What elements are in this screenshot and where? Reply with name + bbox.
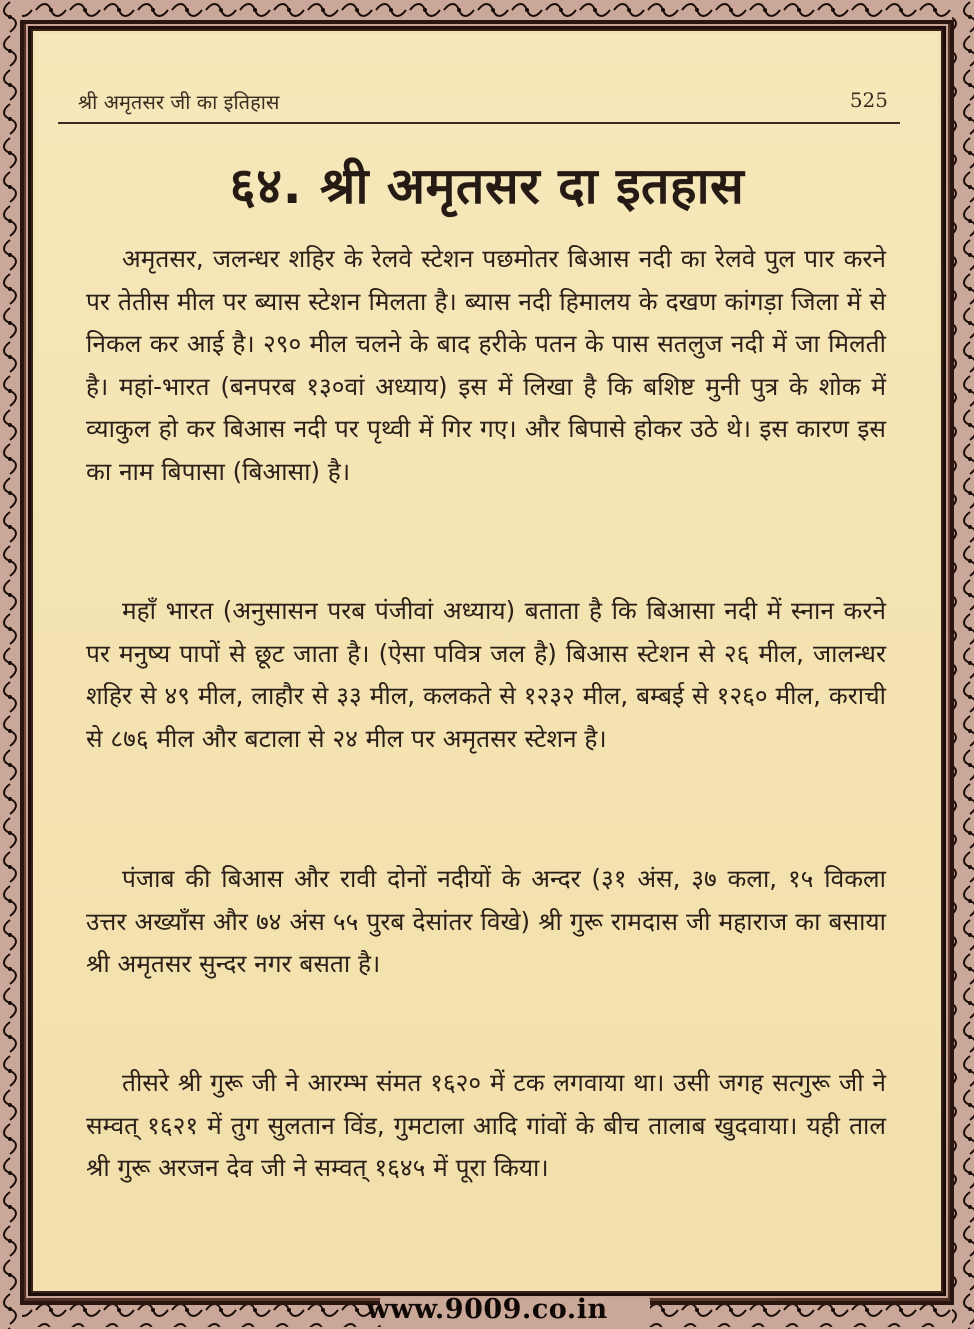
paragraph-1: अमृतसर, जलन्धर शहिर के रेलवे स्टेशन पछमोतर बिआस नदी का रेलवे पुल पार करने पर तेतीस मील पर ब्यास स्टेशन मिलता है। ब्यास नदी हिमालय के दखण कांगड़ा जिला में से निकल कर आई है। २९० मील चलने के बाद हरीके पतन के पास सतलुज नदी में जा मिलती है। महां-भारत (बनपरब १३०वां अध्याय) इस में लिखा है कि बशिष्ट मुनी पुत्र के शोक में व्याकुल हो कर बिआस नदी पर पृथ्वी में गिर गए। और बिपासे होकर उठे थे। इस कारण इस का नाम बिपासा (बिआसा) है। (86, 244, 886, 486)
header-rule (58, 122, 900, 124)
paragraph-3: पंजाब की बिआस और रावी दोनों नदीयों के अन्दर (३१ अंस, ३७ कला, १५ विकला उत्तर अख्याँस और ७४ अंस ५५ पुरब देसांतर विखे) श्री गुरू रामदास जी महाराज का बसाया श्री अमृतसर सुन्दर नगर बसता है। (86, 864, 886, 978)
page-number: 525 (849, 88, 888, 112)
paragraph-2: महाँ भारत (अनुसासन परब पंजीवां अध्याय) बताता है कि बिआसा नदी में स्नान करने पर मनुष्य पापों से छूट जाता है। (ऐसा पवित्र जल है) बिआस स्टेशन से २६ मील, जालन्धर शहिर से ४९ मील, लाहौर से ३३ मील, कलकते से १२३२ मील, बम्बई से १२६० मील, कराची से ८७६ मील और बटाला से २४ मील पर अमृतसर स्टेशन है। (86, 596, 886, 753)
running-title: श्री अमृतसर जी का इतिहास (78, 90, 280, 114)
chapter-title: ६४. श्री अमृतसर दा इतहास (229, 157, 745, 215)
website-link[interactable]: www.9009.co.in (366, 1294, 608, 1325)
paragraph-4: तीसरे श्री गुरू जी ने आरम्भ संमत १६२० में टक लगवाया था। उसी जगह सत्गुरू जी ने सम्वत् १६२१ में तुग सुलतान विंड, गुमटाला आदि गांवों के बीच तालाब खुदवाया। यही ताल श्री गुरू अरजन देव जी ने सम्वत् १६४५ में पूरा किया। (86, 1068, 886, 1182)
